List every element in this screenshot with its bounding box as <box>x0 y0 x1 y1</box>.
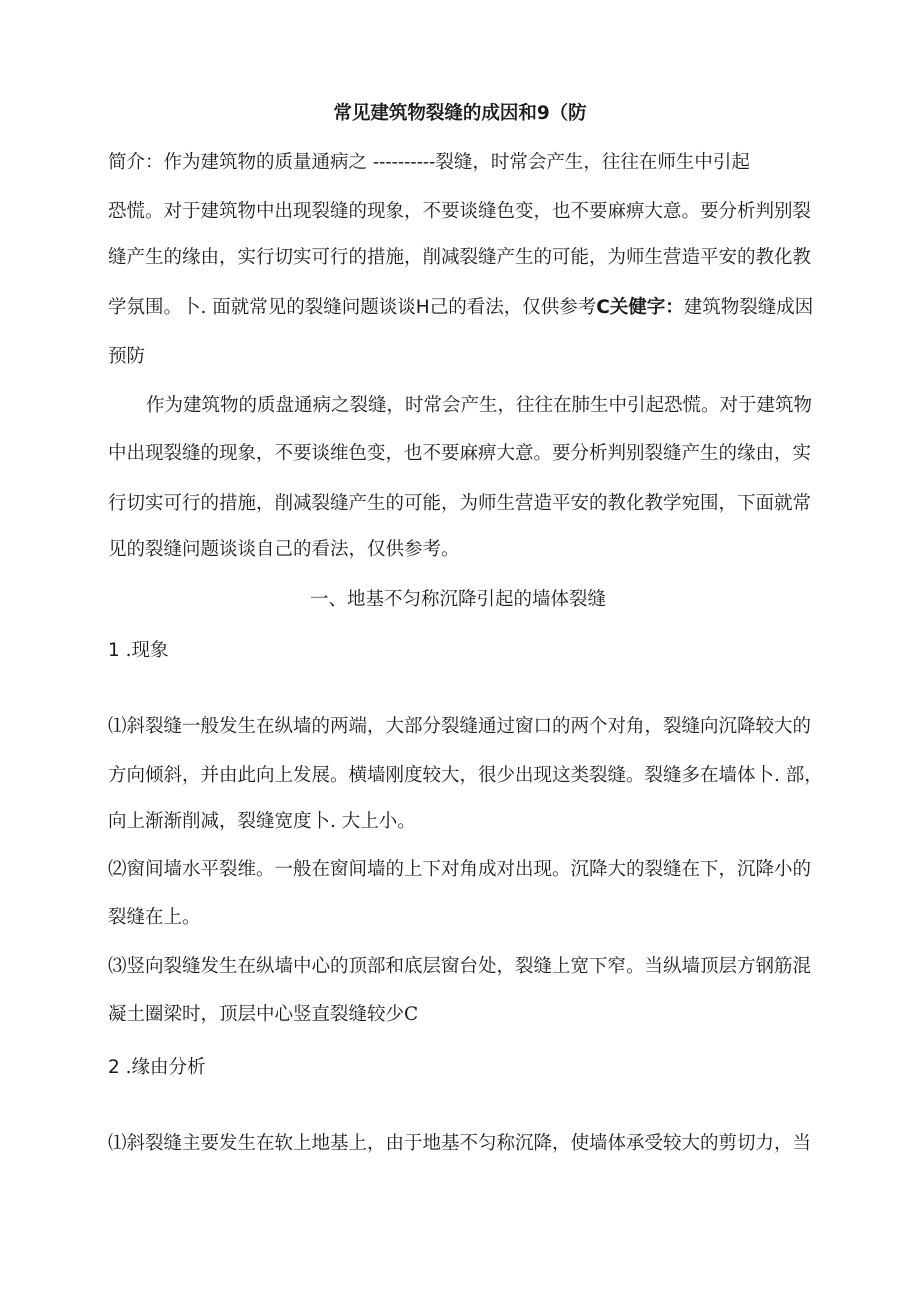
item-1-line-2: 方向倾斜，并由此向上发展。横墙刚度较大，很少出现这类裂缝。裂缝多在墙体卜. 部， <box>108 765 823 786</box>
intro-line-2: 中出现裂缝的现象，不要谈维色变，也不要麻痹大意。要分析判别裂缝产生的缘由，实 <box>108 443 812 464</box>
keywords-label: C关健字： <box>596 297 684 318</box>
subsection-2-label: .缘由分析 <box>125 1057 206 1078</box>
section-1-title: 一、地基不匀称沉降引起的墙体裂缝 <box>310 589 607 610</box>
document-title: 常见建筑物裂缝的成因和9（防 <box>333 103 587 124</box>
subsection-1-heading <box>108 638 820 664</box>
abstract-line-4-text-c: 己的看法，仅供参考 <box>429 297 597 318</box>
intro-line-1: 作为建筑物的质盘通病之裂缝，时常会产生，往往在肺生中引起恐慌。对于建筑物 <box>146 395 813 416</box>
abstract-line-4-text-a: 学氛围。卜. 面就常见的裂缝问题谈谈 <box>108 297 416 318</box>
item-4-line-1: ⑴斜裂缝主要发生在软上地基上，由于地基不匀称沉降，使墙体承受较大的剪切力，当 <box>108 1133 812 1154</box>
subsection-2-number: 2 <box>108 1057 120 1078</box>
abstract-line-4 <box>108 295 820 321</box>
keywords-value: 建筑物裂缝成因 <box>683 297 814 318</box>
abstract-line-5: 预防 <box>108 346 146 367</box>
subsection-1-number: 1 <box>108 640 120 661</box>
abstract-line-3: 缝产生的缘由，实行切实可行的措施，削减裂缝产生的可能，为师生营造平安的教化教 <box>108 247 812 268</box>
subsection-2-heading <box>108 1055 820 1081</box>
subsection-1-label: .现象 <box>125 640 169 661</box>
item-3-line-1: ⑶竖向裂缝发生在纵墙中心的顶部和底层窗台处，裂缝上宽下窄。当纵墙顶层方钢筋混 <box>108 956 812 977</box>
item-3-line-2: 凝土圈梁时，顶层中心竖直裂缝较少C <box>108 1004 419 1025</box>
intro-line-3: 行切实可行的措施，削减裂缝产生的可能，为师生营造平安的教化教学宛围，下面就常 <box>108 493 812 514</box>
item-2-line-2: 裂缝在上。 <box>108 907 201 928</box>
item-1-line-3: 向上渐渐削减，裂缝宽度卜. 大上小。 <box>108 811 416 832</box>
abstract-line-4-text-b: H <box>415 297 430 318</box>
intro-line-4: 见的裂缝问题谈谈自己的看法，仅供参考。 <box>108 539 460 560</box>
abstract-line-2: 恐慌。对于建筑物中出现裂缝的现象，不要谈缝色变，也不要麻痹大意。要分析判别裂 <box>108 201 812 222</box>
item-2-line-1: ⑵窗间墙水平裂维。一般在窗间墙的上下对角成对出现。沉降大的裂缝在下，沉降小的 <box>108 859 812 880</box>
item-1-line-1: ⑴斜裂缝一般发生在纵墙的两端，大部分裂缝通过窗口的两个对角，裂缝向沉降较大的 <box>108 716 812 737</box>
abstract-line-1: 简介：作为建筑物的质量通病之 ----------裂缝，时常会产生，往往在师生中引起 <box>108 152 750 173</box>
